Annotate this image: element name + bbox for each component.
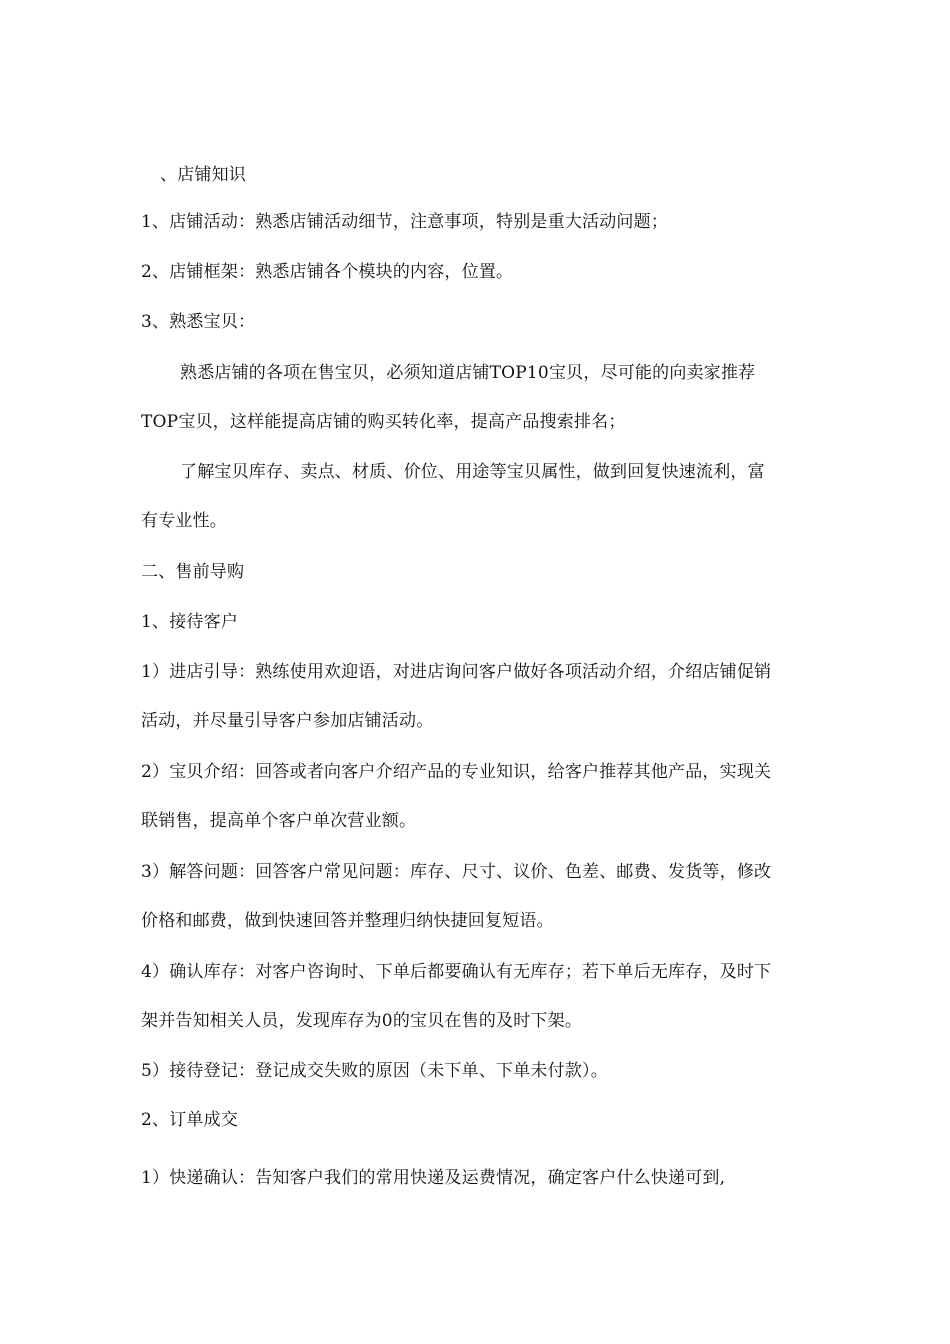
paragraph-product-intro-line-2: 联销售，提高单个客户单次营业额。 <box>141 811 417 831</box>
subheading-know-products: 3、熟悉宝贝： <box>141 312 256 332</box>
paragraph-reception-log: 5）接待登记：登记成交失败的原因（未下单、下单未付款）。 <box>141 1061 608 1081</box>
paragraph-answer-questions-line-2: 价格和邮费，做到快速回答并整理归纳快捷回复短语。 <box>141 911 554 931</box>
subheading-receive-customers: 1、接待客户 <box>141 612 239 632</box>
paragraph-attributes-line-1: 了解宝贝库存、卖点、材质、价位、用途等宝贝属性，做到回复快速流利，富 <box>180 462 765 482</box>
paragraph-entry-guide-line-1: 1）进店引导：熟练使用欢迎语，对进店询问客户做好各项活动介绍，介绍店铺促销 <box>141 662 772 682</box>
paragraph-product-intro-line-1: 2）宝贝介绍：回答或者向客户介绍产品的专业知识，给客户推荐其他产品，实现关 <box>141 762 772 782</box>
paragraph-entry-guide-line-2: 活动，并尽量引导客户参加店铺活动。 <box>141 711 434 731</box>
paragraph-store-activities: 1、店铺活动：熟悉店铺活动细节，注意事项，特别是重大活动问题； <box>141 212 669 232</box>
paragraph-confirm-stock-line-1: 4）确认库存：对客户咨询时、下单后都要确认有无库存；若下单后无库存，及时下 <box>141 962 772 982</box>
paragraph-products-line-2: TOP宝贝，这样能提高店铺的购买转化率，提高产品搜索排名； <box>141 412 626 432</box>
paragraph-answer-questions-line-1: 3）解答问题：回答客户常见问题：库存、尺寸、议价、色差、邮费、发货等，修改 <box>141 862 772 882</box>
paragraph-courier-confirm: 1）快递确认：告知客户我们的常用快递及运费情况，确定客户什么快递可到, <box>141 1168 726 1188</box>
section-heading-store-knowledge: 、店铺知识 <box>160 165 246 185</box>
paragraph-store-framework: 2、店铺框架：熟悉店铺各个模块的内容，位置。 <box>141 262 514 282</box>
subheading-order-completion: 2、订单成交 <box>141 1110 239 1130</box>
paragraph-attributes-line-2: 有专业性。 <box>141 511 227 531</box>
paragraph-products-line-1: 熟悉店铺的各项在售宝贝，必须知道店铺TOP10宝贝，尽可能的向卖家推荐 <box>180 363 756 383</box>
section-heading-presales: 二、售前导购 <box>141 562 245 582</box>
paragraph-confirm-stock-line-2: 架并告知相关人员，发现库存为0的宝贝在售的及时下架。 <box>141 1011 583 1031</box>
